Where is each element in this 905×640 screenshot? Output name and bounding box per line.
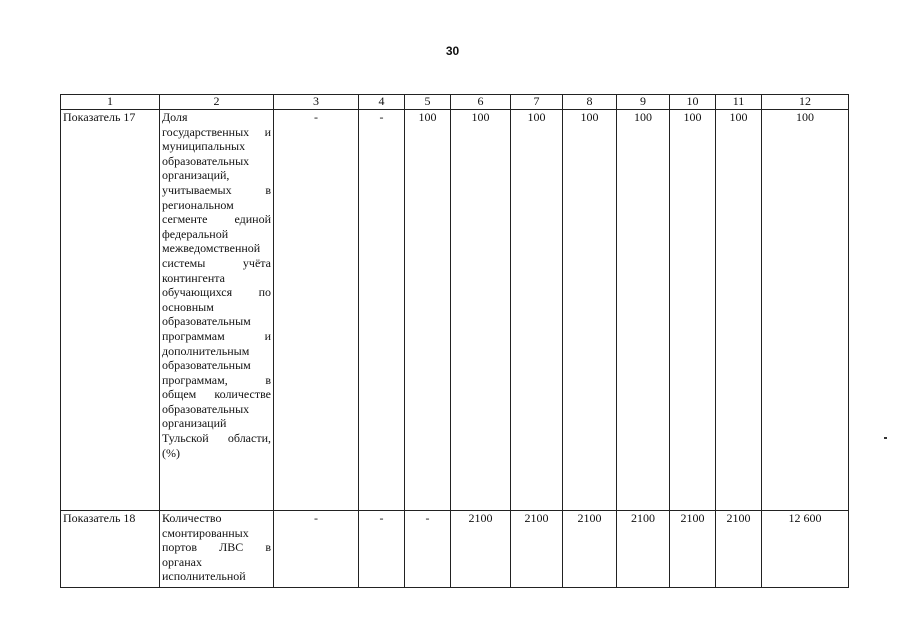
page-number: 30 [445, 44, 460, 58]
value-cell: - [359, 511, 405, 588]
indicator-name: Доля государственных и муниципальных образовательных организаций, учитываемых в региональном сегменте единой федеральной межведомственной системы учёта контингента обучающихся по основным образовательным программам и дополнительным образовательным программам, в общем количестве образовательных организаций Тульской области, (%) [160, 110, 274, 511]
column-header: 12 [762, 95, 849, 110]
row-label: Показатель 18 [61, 511, 160, 588]
value-cell: - [359, 110, 405, 511]
value-cell: 100 [405, 110, 451, 511]
value-cell: - [405, 511, 451, 588]
value-cell: 100 [617, 110, 670, 511]
header-row [61, 95, 849, 110]
column-header: 10 [670, 95, 716, 110]
value-cell: 100 [451, 110, 511, 511]
indicators-table [60, 94, 849, 588]
value-cell: 2100 [716, 511, 762, 588]
value-cell: 2100 [451, 511, 511, 588]
value-cell: 12 600 [762, 511, 849, 588]
row-label: Показатель 17 [61, 110, 160, 511]
column-header: 7 [511, 95, 563, 110]
value-cell: - [274, 511, 359, 588]
column-header: 11 [716, 95, 762, 110]
column-header: 4 [359, 95, 405, 110]
value-cell: 100 [511, 110, 563, 511]
value-cell: 100 [563, 110, 617, 511]
value-cell: 100 [762, 110, 849, 511]
column-header: 6 [451, 95, 511, 110]
value-cell: 2100 [511, 511, 563, 588]
table-row-indicator-18 [61, 511, 849, 588]
column-header: 5 [405, 95, 451, 110]
value-cell: - [274, 110, 359, 511]
scan-artifact [884, 437, 887, 439]
indicator-name: Количество смонтированных портов ЛВС в органах исполнительной [160, 511, 274, 588]
column-header: 8 [563, 95, 617, 110]
column-header: 1 [61, 95, 160, 110]
value-cell: 2100 [563, 511, 617, 588]
value-cell: 100 [716, 110, 762, 511]
value-cell: 2100 [617, 511, 670, 588]
table-row-indicator-17 [61, 110, 849, 511]
value-cell: 100 [670, 110, 716, 511]
value-cell: 2100 [670, 511, 716, 588]
column-header: 9 [617, 95, 670, 110]
column-header: 2 [160, 95, 274, 110]
column-header: 3 [274, 95, 359, 110]
